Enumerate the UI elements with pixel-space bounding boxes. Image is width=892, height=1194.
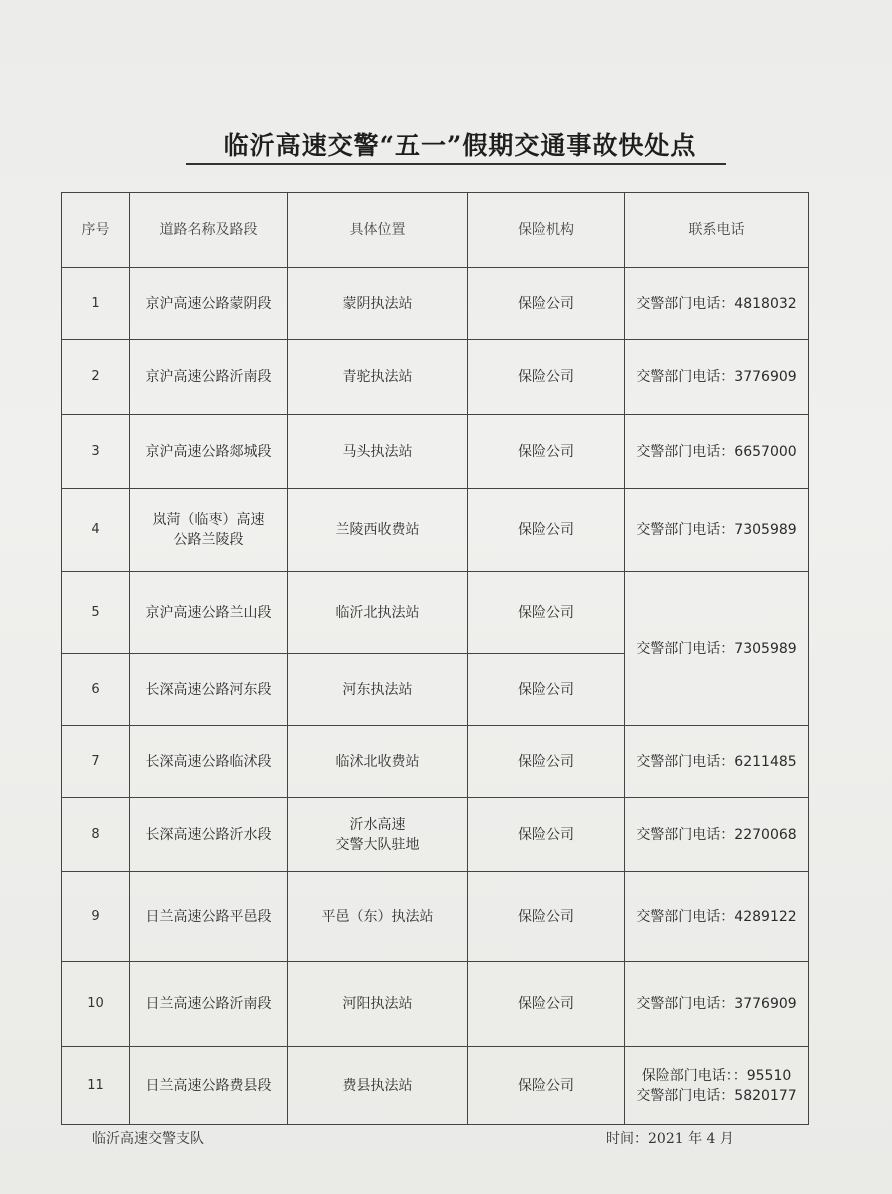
cell-seq: 10 (62, 962, 130, 1047)
cell-phone-merged: 交警部门电话：7305989 (625, 572, 809, 726)
table-row (62, 340, 809, 415)
cell-phone-line1: 保险部门电话：：95510 (641, 1067, 792, 1084)
cell-phone-line2: 交警部门电话：5820177 (636, 1087, 797, 1104)
cell-phone: 交警部门电话：6211485 (625, 726, 809, 798)
title-underline (186, 163, 726, 165)
footer-date: 时间：2021 年 4 月 (606, 1131, 734, 1147)
cell-seq: 4 (62, 489, 130, 572)
header-location: 具体位置 (288, 193, 468, 268)
cell-location-line2: 交警大队驻地 (335, 836, 420, 853)
cell-road (130, 489, 288, 572)
cell-location: 临沂北执法站 (288, 572, 468, 654)
cell-location: 临沭北收费站 (288, 726, 468, 798)
cell-insurer: 保险公司 (468, 654, 625, 726)
cell-road: 日兰高速公路沂南段 (130, 962, 288, 1047)
cell-seq: 3 (62, 415, 130, 489)
cell-location: 青驼执法站 (288, 340, 468, 415)
cell-seq: 11 (62, 1047, 130, 1125)
cell-phone: 交警部门电话：3776909 (625, 340, 809, 415)
cell-insurer: 保险公司 (468, 798, 625, 872)
cell-seq: 2 (62, 340, 130, 415)
cell-location: 河东执法站 (288, 654, 468, 726)
cell-seq: 6 (62, 654, 130, 726)
cell-location: 蒙阴执法站 (288, 268, 468, 340)
header-road: 道路名称及路段 (130, 193, 288, 268)
table-row (62, 268, 809, 340)
header-insurer: 保险机构 (468, 193, 625, 268)
cell-insurer: 保险公司 (468, 962, 625, 1047)
cell-road: 日兰高速公路平邑段 (130, 872, 288, 962)
cell-insurer: 保险公司 (468, 489, 625, 572)
table-header-row (62, 193, 809, 268)
footer-organization: 临沂高速交警支队 (92, 1131, 204, 1147)
cell-insurer: 保险公司 (468, 1047, 625, 1125)
cell-road: 京沪高速公路郯城段 (130, 415, 288, 489)
cell-insurer: 保险公司 (468, 872, 625, 962)
table-row (62, 572, 809, 654)
cell-phone: 交警部门电话：2270068 (625, 798, 809, 872)
cell-road-line2: 公路兰陵段 (173, 532, 244, 548)
cell-road-line1: 岚菏（临枣）高速 (152, 512, 265, 528)
header-seq: 序号 (62, 193, 130, 268)
cell-location: 河阳执法站 (288, 962, 468, 1047)
table-row (62, 872, 809, 962)
cell-insurer: 保险公司 (468, 572, 625, 654)
cell-phone: 交警部门电话：4818032 (625, 268, 809, 340)
table-row (62, 798, 809, 872)
cell-insurer: 保险公司 (468, 268, 625, 340)
cell-location (288, 798, 468, 872)
cell-road: 京沪高速公路蒙阴段 (130, 268, 288, 340)
cell-location: 平邑（东）执法站 (288, 872, 468, 962)
cell-road: 京沪高速公路兰山段 (130, 572, 288, 654)
cell-location-line1: 沂水高速 (349, 816, 406, 833)
table-row (62, 962, 809, 1047)
table-row (62, 1047, 809, 1125)
cell-insurer: 保险公司 (468, 726, 625, 798)
cell-road: 长深高速公路沂水段 (130, 798, 288, 872)
cell-seq: 8 (62, 798, 130, 872)
accident-points-table (61, 192, 809, 1125)
cell-insurer: 保险公司 (468, 415, 625, 489)
cell-road: 京沪高速公路沂南段 (130, 340, 288, 415)
cell-phone: 交警部门电话：6657000 (625, 415, 809, 489)
cell-location: 兰陵西收费站 (288, 489, 468, 572)
cell-seq: 5 (62, 572, 130, 654)
cell-phone: 交警部门电话：3776909 (625, 962, 809, 1047)
cell-location: 费县执法站 (288, 1047, 468, 1125)
cell-seq: 7 (62, 726, 130, 798)
cell-seq: 1 (62, 268, 130, 340)
cell-insurer: 保险公司 (468, 340, 625, 415)
cell-road: 日兰高速公路费县段 (130, 1047, 288, 1125)
cell-phone: 交警部门电话：4289122 (625, 872, 809, 962)
cell-road: 长深高速公路临沭段 (130, 726, 288, 798)
table-row (62, 415, 809, 489)
table-row (62, 489, 809, 572)
header-phone: 联系电话 (625, 193, 809, 268)
cell-phone: 交警部门电话：7305989 (625, 489, 809, 572)
document-title: 临沂高速交警“五一”假期交通事故快处点 (223, 131, 697, 160)
cell-location: 马头执法站 (288, 415, 468, 489)
cell-phone (625, 1047, 809, 1125)
cell-road: 长深高速公路河东段 (130, 654, 288, 726)
table-row (62, 726, 809, 798)
cell-seq: 9 (62, 872, 130, 962)
